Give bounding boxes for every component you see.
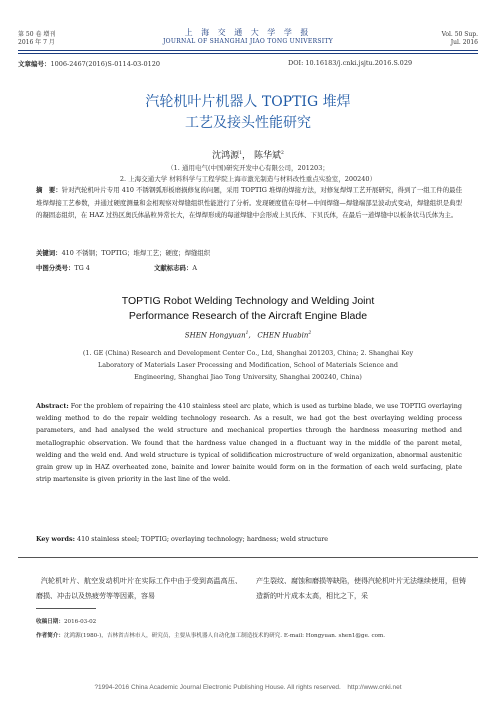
authors-en: SHEN Hongyuan$^1$, CHEN Huabin$^2$ xyxy=(184,331,312,340)
doi: DOI: 10.16183/j.cnki.jsjtu.2016.S.029 xyxy=(288,59,413,67)
received-date: 2016-03-02 xyxy=(63,619,97,625)
clc-label: 中图分类号： xyxy=(36,264,75,272)
abstract-text: For the problem of repairing the 410 stainless steel arc plate, which is used as turbine blade, we use TOPTIG overlaying welding method to do the repair welding technology research. As a result, we had got the best overlaying welding process parameters, and had analysed the weld structure and mechanical properties through the hardness measuring method and metallographic observation. We found that the hardness value changed in a fluctuant way in the middle of the parent metal, welding and the weld end. And weld structure is typical of solidification microstructure of weld organization, abnormal austenitic grain grew up in HAZ overheated zone, bainite and lower bainite would form on in the formation of each weld surfacing, plate strip martensite is given priority in the last line of the weld. xyxy=(36,402,462,484)
header-rule-thin xyxy=(18,53,478,54)
article-meta xyxy=(18,59,478,68)
affiliation-line: Laboratory of Materials Laser Processing and Modification, School of Materials Science and xyxy=(97,361,398,369)
journal-title-en: JOURNAL OF SHANGHAI JIAO TONG UNIVERSITY xyxy=(162,38,334,45)
affiliation-line: (1. GE (China) Research and Development Center Co., Ltd, Shanghai 201203, China; 2. Shanghai Key xyxy=(82,349,414,357)
paper-title-en xyxy=(40,294,456,324)
paper-title-cn-line2: 工艺及接头性能研究 xyxy=(185,115,311,131)
header-volume-number: Vol. 50 Sup. xyxy=(441,31,478,38)
abstract-text: 针对汽轮机叶片专用 410 不锈钢弧形板磨损修复的问题，采用 TOPTIG 堆焊的焊接方法，对修复焊焊工艺开展研究，得到了一组工件的最佳堆焊焊接工艺参数，并通过硬度测量和金相观察对焊缝组织性能进行了分析。发现硬度值在母材—中间焊缝—焊缝端部呈波动式变动，焊缝组织是典型的凝固态组织，在 HAZ 过热区奥氏体晶粒异常长大，在焊焊形成的每道焊缝中会形成上贝氏体、下贝氏体，在最后一道焊缝中以板条状马氏体为主。 xyxy=(36,186,463,219)
body-text: 汽轮机叶片、航空发动机叶片在实际工作中由于受到高温高压、磨损、冲击以及热疲劳等等因素，容易 xyxy=(36,577,243,600)
paper-title-cn xyxy=(40,92,456,134)
section-divider xyxy=(18,557,478,558)
header-issue xyxy=(18,31,55,47)
keywords-label: Key words: xyxy=(36,535,75,543)
header-volume-date: Jul. 2016 xyxy=(450,39,478,46)
clc-number: TG 4 xyxy=(74,264,90,272)
footnote-rule xyxy=(36,608,96,609)
keywords-en xyxy=(36,535,462,543)
body-column-left xyxy=(36,574,242,604)
header-rule xyxy=(18,50,478,51)
footnote xyxy=(36,615,466,643)
affiliation-line: （1. 通用电气(中国)研究开发中心有限公司，201203； xyxy=(167,164,329,172)
header-volume xyxy=(442,31,478,47)
paper-title-en-line2: Performance Research of the Aircraft Engine Blade xyxy=(128,310,368,322)
authors-cn xyxy=(40,148,456,161)
article-number: 1006-2467(2016)S-0114-03-0120 xyxy=(50,60,161,68)
article-number-label: 文章编号： xyxy=(18,60,51,68)
classification xyxy=(36,263,462,272)
doc-code: A xyxy=(192,264,197,272)
header-issue-number: 第 50 卷 增刊 xyxy=(18,31,56,38)
author-affiliation-marker: 2 xyxy=(280,151,284,156)
keywords-text: 410 不锈钢；TOPTIG；堆焊工艺；硬度；焊缝组织 xyxy=(61,249,211,257)
affiliations-en xyxy=(28,347,468,383)
paper-title-en-line1: TOPTIG Robot Welding Technology and Welding Joint xyxy=(121,295,375,307)
body-text: 产生裂纹、腐蚀和磨损等缺陷，使得汽轮机叶片无法继续使用，但铸造新的叶片成本太高，相比之下，采 xyxy=(256,577,466,600)
journal-title-cn: 上 海 交 通 大 学 学 报 xyxy=(184,28,312,37)
journal-header xyxy=(150,28,346,46)
author-name: CHEN Huabin xyxy=(257,331,309,340)
abstract-label: 摘 要： xyxy=(36,186,62,194)
author-bio-label: 作者简介： xyxy=(36,633,64,639)
author-affiliation-marker: 1 xyxy=(245,331,249,336)
affiliation-line: Engineering, Shanghai Jiao Tong University, Shanghai 200240, China) xyxy=(134,373,362,381)
abstract-label: Abstract: xyxy=(36,402,69,410)
doc-code-label: 文献标志码： xyxy=(154,264,193,272)
copyright-footer: ?1994-2016 China Academic Journal Electronic Publishing House. All rights reserved. http://www.cnki.net xyxy=(94,684,402,691)
received-label: 收稿日期： xyxy=(36,619,64,625)
author-affiliation-marker: 2 xyxy=(308,331,312,336)
keywords-label: 关键词： xyxy=(36,249,62,257)
abstract-cn xyxy=(36,184,462,222)
affiliation-line: 2. 上海交通大学 材料科学与工程学院上海市激光制造与材料改性重点实验室，200240） xyxy=(119,175,377,183)
author-affiliation-marker: 1 xyxy=(239,151,243,156)
keywords-text: 410 stainless steel; TOPTIG; overlaying technology; hardness; weld structure xyxy=(77,535,329,543)
keywords-cn xyxy=(36,248,462,257)
affiliations-cn xyxy=(30,163,466,185)
author-name: 陈华斌 xyxy=(253,151,281,161)
author-name: 沈鸿源 xyxy=(212,151,240,161)
abstract-en xyxy=(36,400,462,485)
author-bio: 沈鸿源(1980-)，吉林省吉林市人，研究员，主要从事机器人自动化加工制造技术的研究. E-mail: Hongyuan. shen1@ge. com. xyxy=(63,633,386,639)
author-name: SHEN Hongyuan xyxy=(184,331,246,340)
author-separator: ， xyxy=(242,151,252,161)
header-issue-date: 2016 年 7 月 xyxy=(18,39,55,46)
body-column-right xyxy=(256,574,466,604)
paper-title-cn-line1: 汽轮机叶片机器人 TOPTIG 堆焊 xyxy=(145,94,351,110)
